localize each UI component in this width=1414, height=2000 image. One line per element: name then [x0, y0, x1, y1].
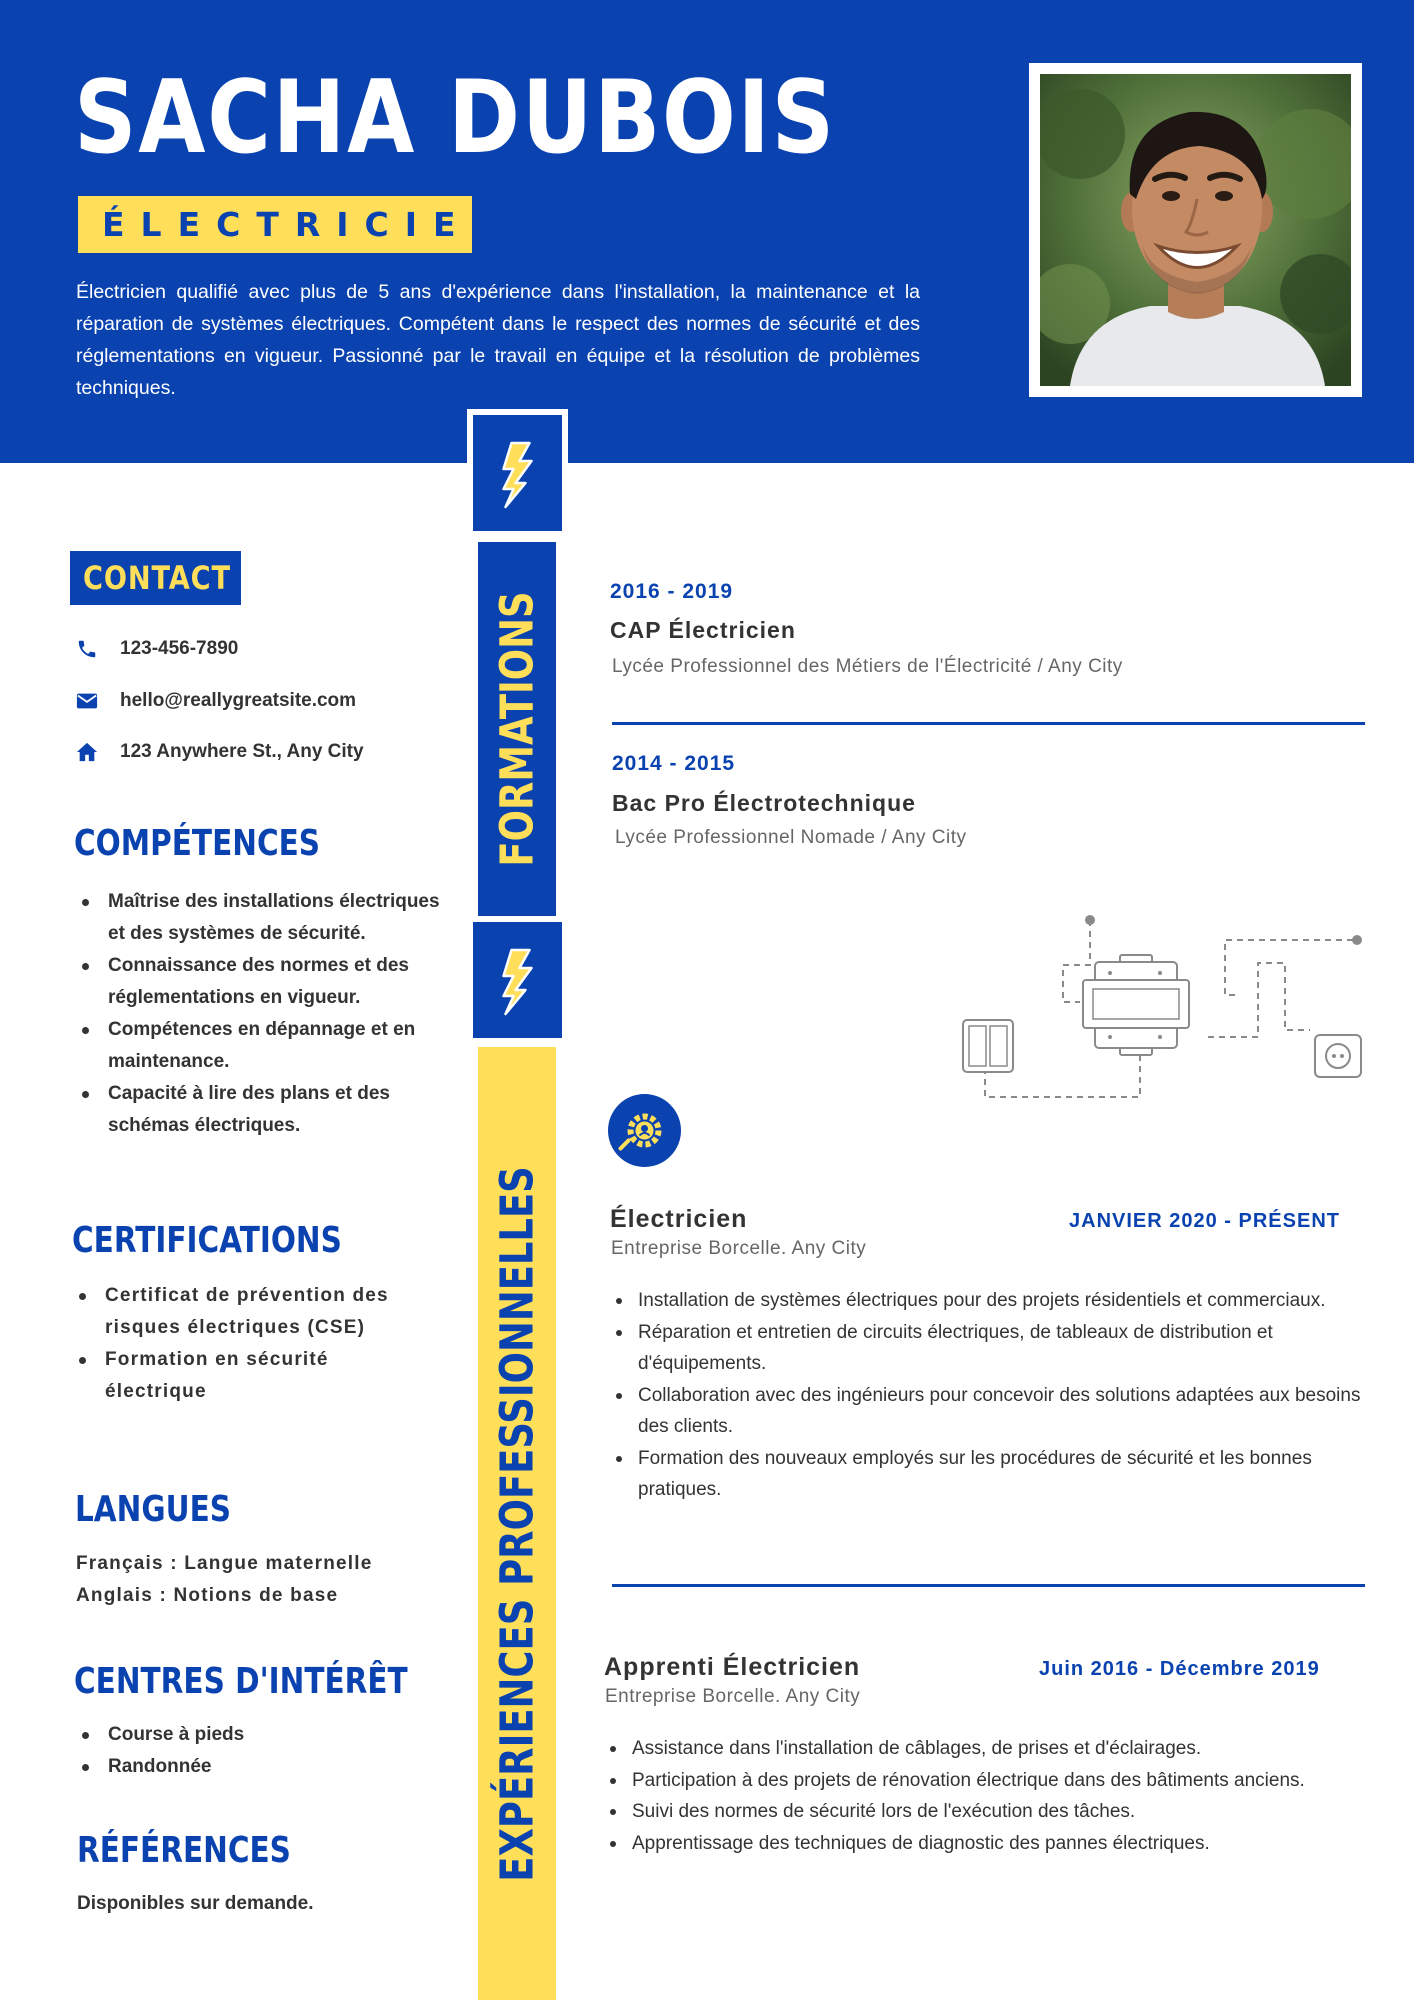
- list-item: Formation en sécurité électrique: [71, 1344, 401, 1408]
- phone-icon: [76, 636, 106, 662]
- light-switch-icon: [963, 1020, 1013, 1072]
- contact-email-row: [76, 686, 356, 716]
- lightning-bolt-icon: [504, 443, 532, 507]
- list-item: Collaboration avec des ingénieurs pour concevoir des solutions adaptées aux besoins des clients.: [610, 1380, 1375, 1443]
- experience-2-dates: Juin 2016 - Décembre 2019: [1039, 1658, 1320, 1680]
- formation-1-school: Lycée Professionnel des Métiers de l'Électricité / Any City: [612, 656, 1123, 677]
- experiences-sidebar: [478, 1047, 556, 2000]
- list-item: Apprentissage des techniques de diagnostic des pannes électriques.: [604, 1828, 1364, 1860]
- references-text: Disponibles sur demande.: [77, 1893, 314, 1914]
- contact-title-text: CONTACT: [83, 559, 231, 597]
- references-title: RÉFÉRENCES: [77, 1830, 291, 1871]
- experiences-icon-box: [467, 916, 568, 1044]
- terminal-dot: [1085, 915, 1095, 925]
- competences-list: [74, 886, 454, 1142]
- experience-2-bullets: [604, 1733, 1364, 1859]
- contact-phone-row: [76, 634, 238, 664]
- formation-2-school: Lycée Professionnel Nomade / Any City: [615, 827, 967, 848]
- experience-1-dates: JANVIER 2020 - PRÉSENT: [1069, 1210, 1340, 1232]
- candidate-name: SACHA DUBOIS: [74, 58, 836, 176]
- experience-1-bullets: [610, 1285, 1375, 1506]
- job-title-badge: ÉLECTRICIEN: [78, 196, 472, 253]
- formations-label: FORMATIONS: [490, 591, 544, 867]
- formations-sidebar: [478, 542, 556, 916]
- formation-2-dates: 2014 - 2015: [612, 752, 736, 775]
- list-item: Course à pieds: [74, 1719, 404, 1751]
- divider: [612, 722, 1365, 725]
- list-item: Installation de systèmes électriques pour des projets résidentiels et commerciaux.: [610, 1285, 1375, 1317]
- list-item: Participation à des projets de rénovation électrique dans des bâtiments anciens.: [604, 1765, 1364, 1797]
- experience-2-company: Entreprise Borcelle. Any City: [605, 1686, 861, 1707]
- home-icon: [76, 739, 106, 765]
- langues-list: [76, 1548, 373, 1612]
- experience-1-company: Entreprise Borcelle. Any City: [611, 1238, 867, 1259]
- list-item: Maîtrise des installations électriques et des systèmes de sécurité.: [74, 886, 454, 950]
- profile-photo: [1040, 74, 1351, 386]
- lightning-bolt-icon: [504, 950, 532, 1014]
- mail-icon: [76, 688, 106, 714]
- list-item: Certificat de prévention des risques électriques (CSE): [71, 1280, 401, 1344]
- terminal-dot: [1352, 935, 1362, 945]
- list-item: Réparation et entretien de circuits électriques, de tableaux de distribution et d'équipements.: [610, 1317, 1375, 1380]
- certifications-list: [71, 1280, 401, 1408]
- contact-address-row: [76, 737, 364, 767]
- experience-1-title: Électricien: [610, 1205, 748, 1233]
- list-item: Suivi des normes de sécurité lors de l'exécution des tâches.: [604, 1796, 1364, 1828]
- list-item: Connaissance des normes et des réglementations en vigueur.: [74, 950, 454, 1014]
- competences-title: COMPÉTENCES: [74, 823, 321, 864]
- power-outlet-icon: [1315, 1035, 1361, 1077]
- divider: [612, 1584, 1365, 1587]
- electric-meter-icon: [1083, 955, 1189, 1055]
- electrical-diagram-illustration: [955, 905, 1375, 1105]
- list-item: Assistance dans l'installation de câblages, de prises et d'éclairages.: [604, 1733, 1364, 1765]
- interets-title: CENTRES D'INTÉRÊT: [74, 1661, 408, 1702]
- contact-email[interactable]: hello@reallygreatsite.com: [120, 690, 357, 711]
- list-item: Randonnée: [74, 1751, 404, 1783]
- interets-list: [74, 1719, 404, 1783]
- formation-2-title: Bac Pro Électrotechnique: [612, 790, 916, 816]
- profile-summary: Électricien qualifié avec plus de 5 ans d'expérience dans l'installation, la maintenance et la réparation de systèmes électriques. Compétent dans le respect des normes de sécurité et des réglementations en vigueur. Passionné par le travail en équipe et la résolution de problèmes techniques.: [76, 281, 920, 399]
- engineer-gear-icon: [608, 1094, 681, 1167]
- formation-1-dates: 2016 - 2019: [610, 580, 734, 603]
- contact-phone[interactable]: 123-456-7890: [120, 638, 239, 659]
- language-item: Français : Langue maternelle: [76, 1553, 373, 1574]
- list-item: Capacité à lire des plans et des schémas électriques.: [74, 1078, 454, 1142]
- contact-address: 123 Anywhere St., Any City: [120, 741, 364, 762]
- experiences-label: EXPÉRIENCES PROFESSIONNELLES: [490, 1165, 544, 1882]
- formation-1-title: CAP Électricien: [610, 617, 796, 643]
- experience-2-title: Apprenti Électricien: [604, 1653, 861, 1681]
- langues-title: LANGUES: [75, 1489, 231, 1530]
- contact-title: [70, 551, 241, 605]
- certifications-title: CERTIFICATIONS: [72, 1220, 342, 1261]
- formations-icon-box: [467, 409, 568, 537]
- list-item: Compétences en dépannage et en maintenance.: [74, 1014, 454, 1078]
- list-item: Formation des nouveaux employés sur les procédures de sécurité et les bonnes pratiques.: [610, 1443, 1375, 1506]
- language-item: Anglais : Notions de base: [76, 1585, 339, 1606]
